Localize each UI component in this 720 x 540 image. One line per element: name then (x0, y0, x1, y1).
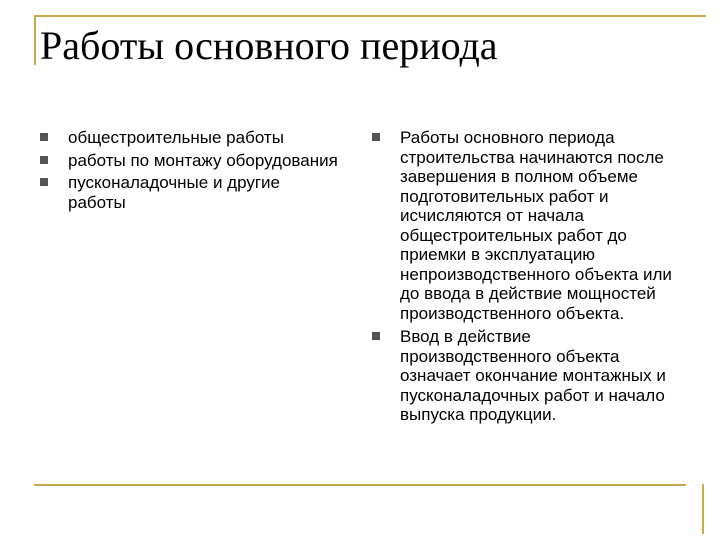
square-bullet-icon (372, 332, 380, 340)
slide-title: Работы основного периода (40, 23, 498, 68)
right-rule (702, 484, 704, 534)
bottom-rule (34, 484, 686, 486)
left-rule (34, 15, 36, 65)
list-item (40, 128, 340, 148)
list-item (372, 128, 682, 323)
square-bullet-icon (40, 178, 48, 186)
list-item (40, 173, 340, 212)
list-item (372, 327, 682, 425)
top-rule (34, 15, 706, 17)
list-item-text: Ввод в действие производственного объекта означает окончание монтажных и пусконаладочных работ и начало выпуска продукции. (400, 327, 666, 424)
square-bullet-icon (40, 133, 48, 141)
list-item-text: пусконаладочные и другие работы (68, 173, 281, 212)
left-bullet-list (40, 128, 340, 212)
square-bullet-icon (40, 156, 48, 164)
list-item-text: общестроительные работы (68, 128, 284, 147)
list-item-text: работы по монтажу оборудования (68, 150, 338, 170)
right-bullet-list (372, 128, 682, 425)
square-bullet-icon (372, 133, 380, 141)
list-item (40, 151, 340, 171)
list-item-text: Работы основного периода строительства начинаются после завершения в полном объеме подготовительных работ и исчисляются от начала общестроительных работ до приемки в эксплуатацию непроизводственного объекта или до ввода в действие мощностей производственного объекта. (400, 128, 672, 323)
